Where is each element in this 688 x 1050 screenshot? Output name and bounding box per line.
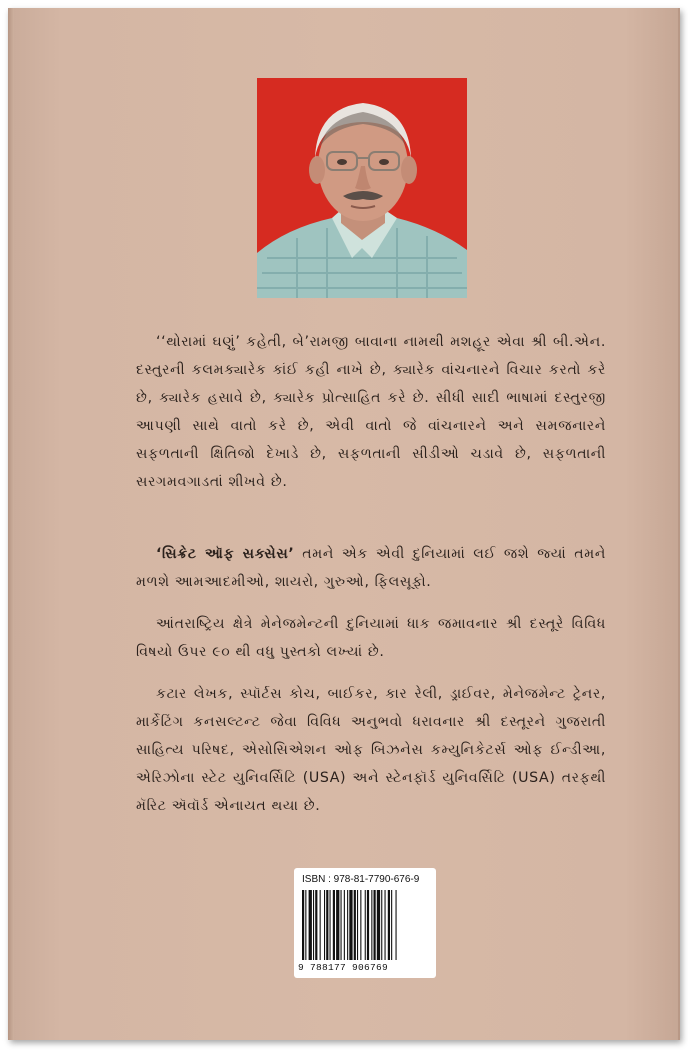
book-back-cover: [8, 8, 680, 1040]
barcode-bars: [302, 890, 428, 962]
paragraph-awards-text: કટાર લેખક, સ્પૉર્ટસ કોચ, બાઈકર, કાર રેલી, ડ્રાઈવર, મેનેજમેન્ટ ટ્રેનર, માર્કેટિંગ કનસલ્ટન્ટ જેવા વિવિધ અનુભવો ધરાવનાર શ્રી દસ્તૂરને ગુજરાતી સાહિત્ય પરિષદ, એસોસિએશન ઓફ બિઝનેસ કમ્યુનિકેટર્સ ઓફ ઈન્ડીઆ, એરિઝોના સ્ટેટ યુનિવર્સિટિ (USA) અને સ્ટેનફૉર્ડ યુનિવર્સિટિ (USA) તરફથી મૅરિટ ઍવૉર્ડ એનાયત થયા છે.: [136, 686, 606, 814]
paragraph-awards: [136, 680, 606, 820]
isbn-barcode: [294, 868, 436, 978]
author-photo: [257, 78, 467, 298]
paragraph-book-title-text: [136, 540, 606, 596]
book-title-description: તમને એક એવી દુનિયામાં લઈ જશે જ્યાં તમને મળશે આમઆદમીઓ, શાયરો, ગુરુઓ, ફિલસૂફો.: [136, 546, 606, 590]
paragraph-books-count: [136, 610, 606, 666]
cover-edge: [8, 8, 14, 1040]
paragraph-books-count-text: આંતરાષ્ટ્રિય ક્ષેત્રે મેનેજમેન્ટની દુનિયામાં ધાક જમાવનાર શ્રી દસ્તૂરે વિવિધ વિષયો ઉપર ૯૦ થી વધુ પુસ્તકો લખ્યાં છે.: [136, 616, 606, 660]
barcode-digits: 9 788177 906769: [298, 962, 389, 973]
isbn-label: ISBN : 978-81-7790-676-9: [302, 874, 420, 885]
book-title: ‘સિક્રેટ ઑફ સક્સેસ’: [156, 546, 295, 562]
paragraph-book-title: [136, 540, 606, 596]
paragraph-intro-text: ‘‘થોરામાં ઘણું’ કહેતી, બે’રામજી બાવાના નામથી મશહૂર એવા શ્રી બી.એન. દસ્તુરની કલમક્યારેક કાંઈ કહી નાખે છે, ક્યારેક વાંચનારને વિચાર કરતો કરે છે, ક્યારેક હસાવે છે, ક્યારેક પ્રોત્સાહિત કરે છે. સીધી સાદી ભાષામાં દસ્તુરજી આપણી સાથે વાતો કરે છે, એવી વાતો જે વાંચનારને અને સમજનારને સફળતાની ક્ષિતિજો દેખાડે છે, સફળતાની સીડીઓ ચડાવે છે, સફળતાની સરગમવગાડતાં શીખવે છે.: [136, 334, 606, 490]
paragraph-intro: [136, 328, 606, 496]
